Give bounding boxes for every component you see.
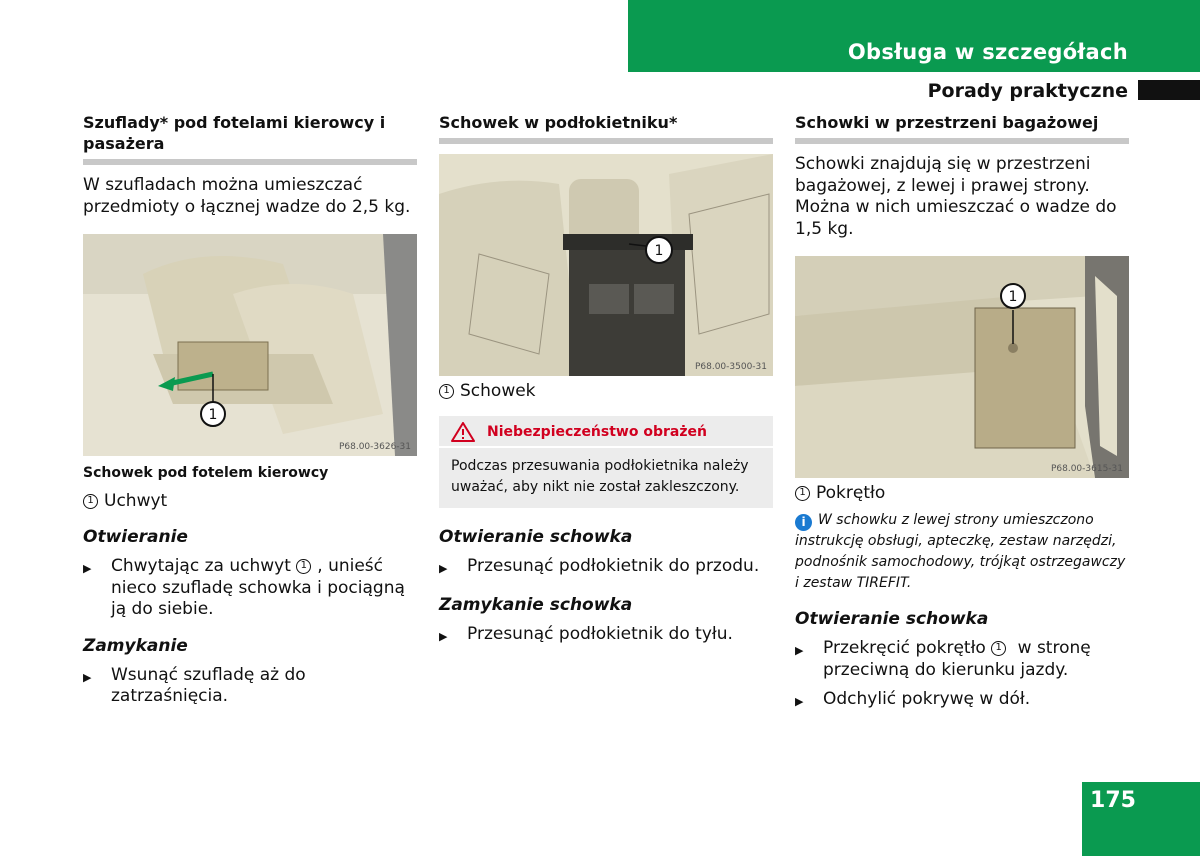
intro-text: Schowki znajdują się w przestrzeni bagażowej, z lewej i prawej strony. Można w nich umieszczać o wadze do 1,5 kg. <box>795 154 1117 239</box>
legend-item <box>439 380 773 402</box>
intro-text: W szufladach można umieszczać przedmioty o łącznej wadze do 2,5 kg. <box>83 175 411 217</box>
svg-text:1: 1 <box>208 407 218 423</box>
info-icon: i <box>795 514 812 531</box>
step-text: Chwytając za uchwyt 1 , unieść nieco szufladę schowka i pociągną ją do siebie. <box>111 556 405 619</box>
step-item <box>83 665 417 708</box>
opening-heading: Otwieranie <box>83 527 188 547</box>
step-text: Przesunąć podłokietnik do przodu. <box>467 556 760 576</box>
heading-rule <box>83 159 417 165</box>
bullet-triangle-icon: ▶ <box>795 695 804 708</box>
info-note <box>795 510 1129 594</box>
opening-heading: Otwieranie schowka <box>795 609 989 629</box>
closing-heading: Zamykanie <box>83 635 188 656</box>
step-text: Wsunąć szufladę aż do zatrzaśnięcia. <box>111 664 306 706</box>
page-number: 175 <box>1090 788 1136 813</box>
step-item <box>795 638 1129 681</box>
armrest-photo <box>439 154 773 376</box>
bullet-triangle-icon: ▶ <box>83 670 92 684</box>
step-item <box>795 689 1129 713</box>
bullet-triangle-icon: ▶ <box>83 562 92 575</box>
number-marker: 1 <box>439 384 454 399</box>
legend-item <box>83 490 417 512</box>
number-marker: 1 <box>83 494 98 509</box>
svg-text:1: 1 <box>1008 289 1018 305</box>
number-marker: 1 <box>296 559 311 574</box>
seat-drawer-photo <box>83 234 417 456</box>
legend-label: Pokrętło <box>816 483 886 503</box>
number-marker: 1 <box>991 641 1006 656</box>
bullet-triangle-icon: ▶ <box>439 562 448 575</box>
svg-text:1: 1 <box>654 243 664 259</box>
section-tab <box>1138 80 1200 100</box>
heading-rule <box>439 138 773 144</box>
heading-armrest: Schowek w podłokietniku* <box>439 113 678 132</box>
bullet-triangle-icon: ▶ <box>439 629 448 643</box>
warning-text: Podczas przesuwania podłokietnika należy uważać, aby nikt nie został zakleszczony. <box>451 458 749 495</box>
column-luggage-compartments <box>795 112 1129 713</box>
warning-header <box>439 416 773 448</box>
section-title: Porady praktyczne <box>927 80 1128 102</box>
photo-code: P68.00-3626-31 <box>338 442 411 452</box>
photo-code: P68.00-3615-31 <box>1050 464 1123 474</box>
step-item <box>439 556 773 580</box>
number-marker: 1 <box>795 486 810 501</box>
heading-rule <box>795 138 1129 144</box>
step-text: Przesunąć podłokietnik do tyłu. <box>467 623 733 644</box>
photo-caption: Schowek pod fotelem kierowcy <box>83 465 329 481</box>
warning-title: Niebezpieczeństwo obrażeń <box>487 424 707 440</box>
legend-label: Schowek <box>460 381 536 401</box>
legend-item <box>795 482 1129 504</box>
note-text: W schowku z lewej strony umieszczono instrukcję obsługi, apteczkę, zestaw narzędzi, podnośnik samochodowy, trójkąt ostrzegawczy i zestaw TIREFIT. <box>795 512 1126 591</box>
step-text: Odchylić pokrywę w dół. <box>823 689 1031 709</box>
closing-heading: Zamykanie schowka <box>439 594 633 615</box>
bullet-triangle-icon: ▶ <box>795 644 804 657</box>
heading-seat-drawers: Szuflady* pod fotelami kierowcy i pasażera <box>83 113 386 153</box>
column-seat-drawers <box>83 112 417 708</box>
opening-heading: Otwieranie schowka <box>439 527 633 547</box>
heading-luggage: Schowki w przestrzeni bagażowej <box>795 113 1099 132</box>
step-item <box>83 556 417 621</box>
step-text: Przekręcić pokrętło 1 w stronę przeciwną do kierunku jazdy. <box>823 638 1091 680</box>
warning-triangle-icon <box>451 422 475 442</box>
chapter-title: Obsługa w szczegółach <box>847 40 1128 64</box>
legend-label: Uchwyt <box>104 491 168 511</box>
step-item <box>439 624 773 648</box>
photo-code: P68.00-3500-31 <box>694 362 767 372</box>
luggage-photo <box>795 256 1129 478</box>
warning-box <box>439 416 773 508</box>
column-armrest <box>439 112 773 647</box>
